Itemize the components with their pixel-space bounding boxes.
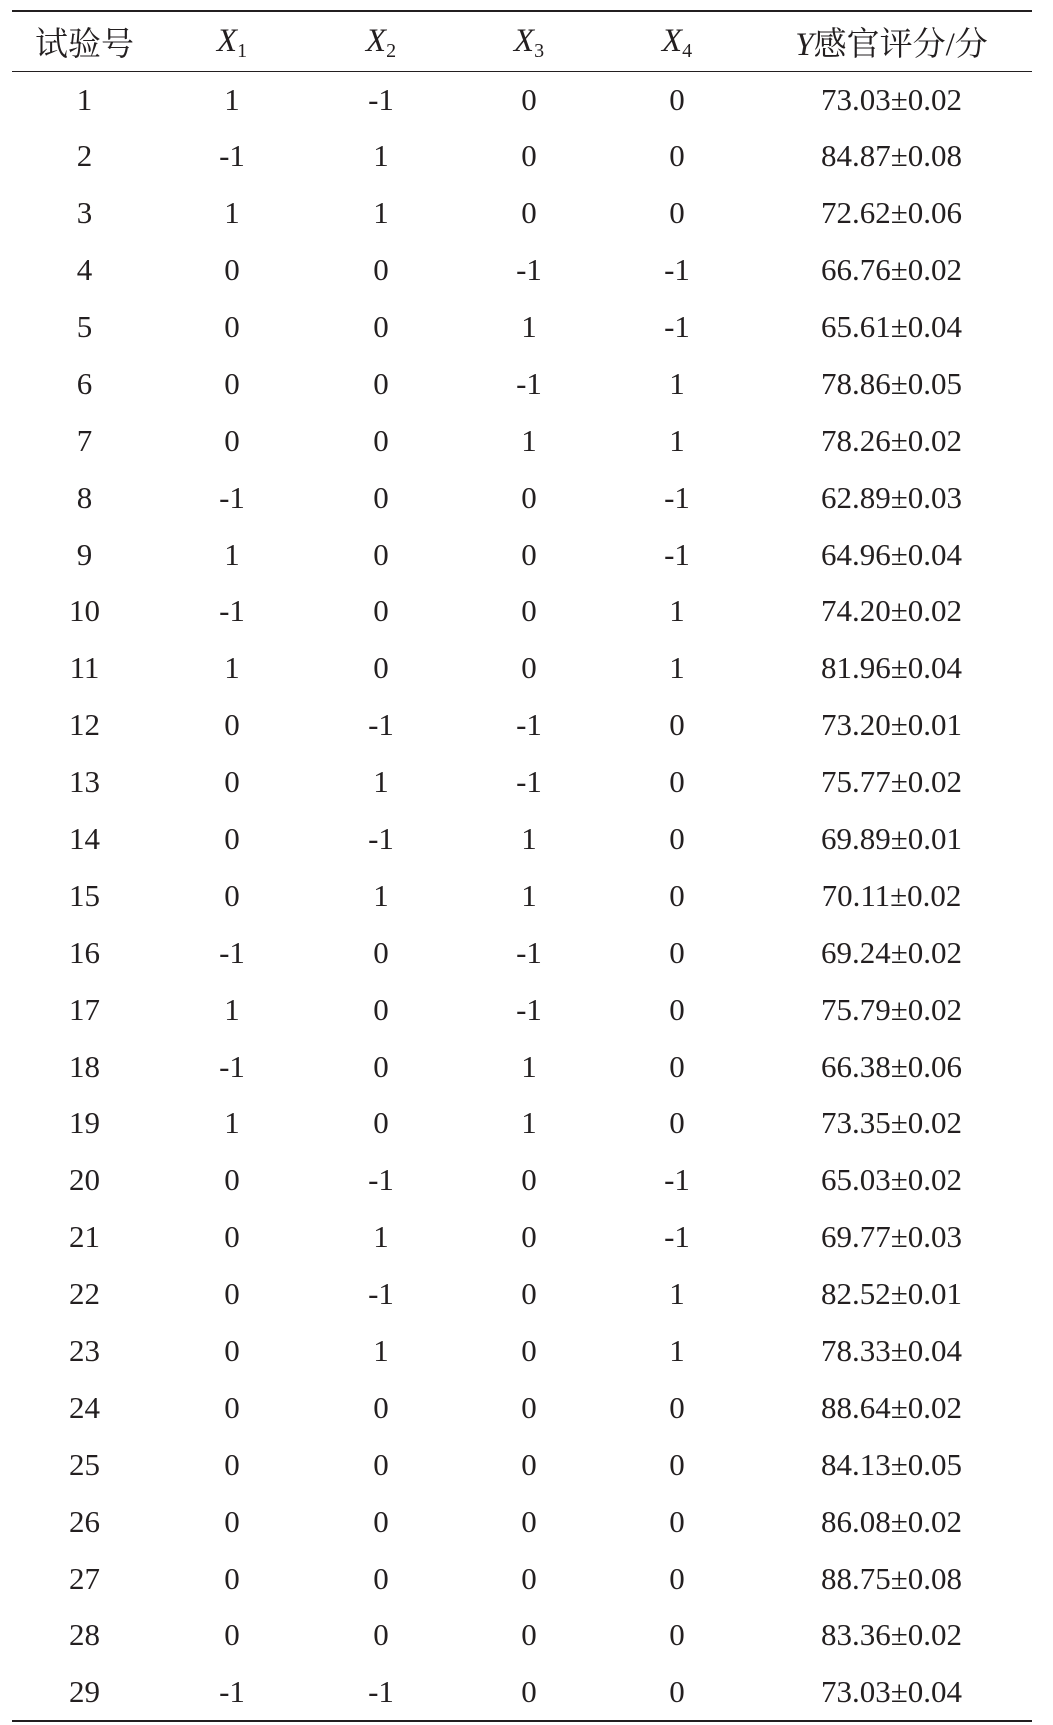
cell-trial-number: 29 bbox=[12, 1664, 157, 1721]
cell-x3: 0 bbox=[521, 138, 537, 174]
cell-sensory-score: 81.96±0.04 bbox=[820, 650, 962, 686]
cell-x1: 1 bbox=[224, 536, 240, 572]
cell-sensory-score: 78.86±0.05 bbox=[820, 365, 962, 401]
cell-x1: -1 bbox=[219, 1048, 245, 1084]
cell-x4: 0 bbox=[669, 877, 685, 913]
cell-trial-number: 27 bbox=[69, 1560, 100, 1596]
cell-x1: 0 bbox=[224, 821, 240, 857]
table-row bbox=[12, 1607, 1032, 1664]
cell-x3: 1 bbox=[521, 1048, 537, 1084]
table-row bbox=[12, 1152, 1032, 1209]
cell-x1: 0 bbox=[224, 1560, 240, 1596]
cell-trial-number: 28 bbox=[69, 1617, 100, 1653]
cell-x3: 0 bbox=[521, 650, 537, 686]
cell-x2: 0 bbox=[373, 1503, 389, 1539]
table-row bbox=[12, 185, 1032, 242]
table-row bbox=[12, 355, 1032, 412]
cell-x3: 0 bbox=[521, 1389, 537, 1425]
cell-sensory-score: 83.36±0.02 bbox=[820, 1617, 962, 1653]
cell-x1: 0 bbox=[224, 1276, 240, 1312]
cell-x4: -1 bbox=[664, 536, 690, 572]
cell-x3: 0 bbox=[521, 1617, 537, 1653]
cell-trial-number: 20 bbox=[69, 1162, 100, 1198]
header-x2 bbox=[307, 11, 455, 71]
header-sensory-score bbox=[751, 11, 1032, 71]
cell-x4: 0 bbox=[669, 991, 685, 1027]
cell-x3: 0 bbox=[521, 536, 537, 572]
cell-x2: 0 bbox=[373, 1446, 389, 1482]
cell-x2: -1 bbox=[307, 1664, 455, 1721]
cell-x4: 1 bbox=[669, 1333, 685, 1369]
header-x1-var: X bbox=[216, 22, 238, 59]
cell-x3: 1 bbox=[521, 422, 537, 458]
cell-trial-number: 1 bbox=[76, 81, 93, 117]
cell-x4: 0 bbox=[669, 138, 685, 174]
cell-x3: 0 bbox=[521, 593, 537, 629]
cell-x4: 0 bbox=[603, 1664, 751, 1721]
cell-sensory-score: 69.77±0.03 bbox=[820, 1219, 962, 1255]
cell-x2: 0 bbox=[373, 309, 389, 344]
table-row bbox=[12, 867, 1032, 924]
table-row bbox=[12, 924, 1032, 981]
cell-x1: -1 bbox=[219, 138, 245, 174]
cell-sensory-score: 75.77±0.02 bbox=[820, 764, 962, 800]
cell-x3: 0 bbox=[521, 1276, 537, 1312]
cell-trial-number: 11 bbox=[69, 650, 100, 686]
cell-x3: -1 bbox=[516, 934, 542, 970]
cell-sensory-score: 73.35±0.02 bbox=[820, 1105, 962, 1141]
cell-trial-number: 14 bbox=[69, 821, 100, 857]
table-row bbox=[12, 526, 1032, 583]
header-sensory-score-label: 感官评分/分 bbox=[813, 26, 988, 63]
cell-x4: 1 bbox=[669, 365, 685, 401]
cell-sensory-score: 69.24±0.02 bbox=[820, 934, 962, 970]
table-row bbox=[12, 1038, 1032, 1095]
cell-sensory-score: 73.20±0.01 bbox=[820, 707, 962, 743]
cell-x3: 0 bbox=[521, 1333, 537, 1369]
cell-trial-number: 23 bbox=[69, 1333, 100, 1369]
cell-x2: 0 bbox=[373, 1560, 389, 1596]
cell-x1: 0 bbox=[224, 1333, 240, 1369]
cell-sensory-score: 78.26±0.02 bbox=[820, 422, 962, 458]
cell-x4: 0 bbox=[669, 707, 685, 743]
cell-x1: 1 bbox=[224, 650, 240, 686]
table-body bbox=[12, 71, 1032, 1721]
cell-x1: 1 bbox=[224, 1105, 240, 1141]
cell-sensory-score: 73.03±0.04 bbox=[751, 1664, 1032, 1721]
cell-x4: 0 bbox=[669, 1389, 685, 1425]
table-row bbox=[12, 299, 1032, 356]
cell-x4: 1 bbox=[669, 650, 685, 686]
table-row bbox=[12, 1436, 1032, 1493]
cell-x1: 0 bbox=[224, 1219, 240, 1255]
cell-x2: 1 bbox=[373, 764, 389, 800]
cell-x2: 0 bbox=[373, 934, 389, 970]
cell-sensory-score: 78.33±0.04 bbox=[820, 1333, 962, 1369]
cell-sensory-score: 86.08±0.02 bbox=[820, 1503, 962, 1539]
cell-trial-number: 8 bbox=[76, 479, 93, 515]
cell-x3: 0 bbox=[521, 1162, 537, 1198]
cell-x2: 1 bbox=[373, 195, 389, 231]
cell-x3: 0 bbox=[521, 479, 537, 515]
cell-x3: 1 bbox=[521, 821, 537, 857]
cell-x3: -1 bbox=[516, 252, 542, 288]
cell-x2: 0 bbox=[373, 593, 389, 629]
cell-sensory-score: 66.76±0.02 bbox=[820, 252, 962, 288]
table-row bbox=[12, 469, 1032, 526]
cell-sensory-score: 66.38±0.06 bbox=[820, 1048, 962, 1084]
cell-trial-number: 25 bbox=[69, 1446, 100, 1482]
header-row bbox=[12, 11, 1032, 71]
cell-trial-number: 10 bbox=[69, 593, 100, 629]
cell-trial-number: 5 bbox=[76, 309, 93, 344]
cell-trial-number: 17 bbox=[69, 991, 100, 1027]
cell-trial-number: 12 bbox=[69, 707, 100, 743]
cell-sensory-score: 84.87±0.08 bbox=[820, 138, 962, 174]
cell-sensory-score: 70.11±0.02 bbox=[821, 877, 962, 913]
table-header bbox=[12, 11, 1032, 71]
cell-x4: 0 bbox=[669, 1503, 685, 1539]
cell-x2: -1 bbox=[368, 707, 394, 743]
cell-sensory-score: 74.20±0.02 bbox=[820, 593, 962, 629]
cell-sensory-score: 88.64±0.02 bbox=[820, 1389, 962, 1425]
cell-sensory-score: 84.13±0.05 bbox=[820, 1446, 962, 1482]
header-trial-number bbox=[12, 11, 157, 71]
cell-sensory-score: 64.96±0.04 bbox=[820, 536, 962, 572]
cell-x4: 0 bbox=[669, 934, 685, 970]
cell-x1: 0 bbox=[224, 309, 240, 344]
table-row bbox=[12, 697, 1032, 754]
cell-x3: 0 bbox=[521, 1503, 537, 1539]
cell-trial-number: 13 bbox=[69, 764, 100, 800]
cell-x1: -1 bbox=[157, 1664, 307, 1721]
cell-trial-number: 3 bbox=[76, 195, 93, 231]
header-x4-sub: 4 bbox=[682, 39, 693, 62]
cell-x4: 1 bbox=[669, 1276, 685, 1312]
table-row bbox=[12, 640, 1032, 697]
cell-x1: 1 bbox=[224, 195, 240, 231]
cell-x2: 0 bbox=[373, 1048, 389, 1084]
cell-trial-number: 26 bbox=[69, 1503, 100, 1539]
cell-x4: 0 bbox=[669, 764, 685, 800]
header-x4-var: X bbox=[661, 22, 683, 59]
cell-x2: -1 bbox=[368, 1276, 394, 1312]
header-x3-var: X bbox=[513, 22, 535, 59]
cell-x2: 1 bbox=[373, 1219, 389, 1255]
cell-x2: -1 bbox=[368, 81, 394, 117]
cell-x4: 0 bbox=[669, 1560, 685, 1596]
cell-trial-number: 4 bbox=[76, 252, 93, 288]
cell-trial-number: 15 bbox=[69, 877, 100, 913]
table-row bbox=[12, 1664, 1032, 1721]
table-row bbox=[12, 128, 1032, 185]
table-row bbox=[12, 811, 1032, 868]
cell-x2: -1 bbox=[368, 1162, 394, 1198]
cell-x3: 0 bbox=[521, 1446, 537, 1482]
cell-x4: 0 bbox=[669, 1048, 685, 1084]
cell-x2: 0 bbox=[373, 1105, 389, 1141]
cell-x1: -1 bbox=[219, 479, 245, 515]
cell-sensory-score: 69.89±0.01 bbox=[820, 821, 962, 857]
table-row bbox=[12, 412, 1032, 469]
cell-x3: 1 bbox=[521, 309, 537, 344]
table-row bbox=[12, 1550, 1032, 1607]
cell-trial-number: 19 bbox=[69, 1105, 100, 1141]
table-row bbox=[12, 71, 1032, 128]
table-row bbox=[12, 1266, 1032, 1323]
table-row bbox=[12, 1095, 1032, 1152]
cell-x2: 0 bbox=[373, 422, 389, 458]
cell-x1: 0 bbox=[224, 1162, 240, 1198]
cell-x1: 1 bbox=[224, 81, 240, 117]
cell-sensory-score: 65.03±0.02 bbox=[820, 1162, 962, 1198]
header-x3 bbox=[455, 11, 603, 71]
cell-x3: -1 bbox=[516, 365, 542, 401]
cell-x1: 0 bbox=[224, 707, 240, 743]
table-row bbox=[12, 583, 1032, 640]
cell-x4: -1 bbox=[664, 252, 690, 288]
cell-x2: 0 bbox=[373, 252, 389, 288]
cell-trial-number: 9 bbox=[76, 536, 93, 572]
table-row bbox=[12, 754, 1032, 811]
cell-x1: 0 bbox=[224, 764, 240, 800]
header-x1-sub: 1 bbox=[237, 39, 248, 62]
table-row bbox=[12, 1323, 1032, 1380]
cell-x4: -1 bbox=[664, 1219, 690, 1255]
header-x3-sub: 3 bbox=[534, 39, 545, 62]
table-row bbox=[12, 1379, 1032, 1436]
cell-x4: 0 bbox=[669, 1617, 685, 1653]
cell-x1: 0 bbox=[224, 877, 240, 913]
cell-x2: 0 bbox=[373, 1617, 389, 1653]
cell-x1: -1 bbox=[219, 934, 245, 970]
cell-x2: 0 bbox=[373, 365, 389, 401]
cell-x3: 1 bbox=[521, 877, 537, 913]
table-row bbox=[12, 242, 1032, 299]
cell-x3: -1 bbox=[516, 707, 542, 743]
cell-trial-number: 2 bbox=[76, 138, 93, 174]
cell-x3: 1 bbox=[521, 1105, 537, 1141]
header-sensory-score-var: Y bbox=[795, 26, 814, 63]
cell-x2: 0 bbox=[373, 1389, 389, 1425]
table-row bbox=[12, 981, 1032, 1038]
cell-x2: 0 bbox=[373, 991, 389, 1027]
cell-x4: 1 bbox=[669, 593, 685, 629]
cell-sensory-score: 65.61±0.04 bbox=[820, 309, 962, 344]
cell-x1: 0 bbox=[224, 1503, 240, 1539]
cell-sensory-score: 72.62±0.06 bbox=[820, 195, 962, 231]
cell-x3: 0 bbox=[521, 81, 537, 117]
cell-x3: 0 bbox=[521, 195, 537, 231]
header-x2-sub: 2 bbox=[386, 39, 397, 62]
cell-x2: 1 bbox=[373, 138, 389, 174]
cell-x4: 0 bbox=[669, 195, 685, 231]
cell-trial-number: 6 bbox=[76, 365, 93, 401]
cell-x4: 1 bbox=[669, 422, 685, 458]
cell-x2: 1 bbox=[373, 877, 389, 913]
cell-trial-number: 7 bbox=[76, 422, 93, 458]
cell-x2: 0 bbox=[373, 650, 389, 686]
table-row bbox=[12, 1493, 1032, 1550]
cell-trial-number: 24 bbox=[69, 1389, 100, 1425]
header-trial-number-label: 试验号 bbox=[35, 26, 134, 63]
cell-sensory-score: 82.52±0.01 bbox=[820, 1276, 962, 1312]
cell-x4: -1 bbox=[664, 1162, 690, 1198]
cell-x1: 0 bbox=[224, 1617, 240, 1653]
cell-x1: -1 bbox=[219, 593, 245, 629]
cell-x4: 0 bbox=[669, 1446, 685, 1482]
cell-x2: 0 bbox=[373, 479, 389, 515]
cell-x3: 0 bbox=[521, 1560, 537, 1596]
cell-x4: 0 bbox=[669, 821, 685, 857]
cell-x2: -1 bbox=[368, 821, 394, 857]
cell-x1: 0 bbox=[224, 1446, 240, 1482]
cell-x1: 1 bbox=[224, 991, 240, 1027]
cell-x4: -1 bbox=[664, 479, 690, 515]
cell-sensory-score: 73.03±0.02 bbox=[820, 81, 962, 117]
cell-x2: 1 bbox=[373, 1333, 389, 1369]
cell-x1: 0 bbox=[224, 1389, 240, 1425]
cell-x1: 0 bbox=[224, 365, 240, 401]
cell-x3: 0 bbox=[521, 1219, 537, 1255]
cell-x3: -1 bbox=[516, 764, 542, 800]
cell-x1: 0 bbox=[224, 422, 240, 458]
cell-x1: 0 bbox=[224, 252, 240, 288]
header-x4 bbox=[603, 11, 751, 71]
cell-trial-number: 16 bbox=[69, 934, 100, 970]
cell-trial-number: 21 bbox=[69, 1219, 100, 1255]
cell-sensory-score: 88.75±0.08 bbox=[820, 1560, 962, 1596]
cell-trial-number: 22 bbox=[69, 1276, 100, 1312]
header-x1 bbox=[157, 11, 307, 71]
cell-x3: -1 bbox=[516, 991, 542, 1027]
cell-sensory-score: 75.79±0.02 bbox=[820, 991, 962, 1027]
header-x2-var: X bbox=[365, 22, 387, 59]
cell-x2: 0 bbox=[373, 536, 389, 572]
results-table bbox=[12, 10, 1032, 1722]
cell-x4: -1 bbox=[664, 309, 690, 344]
cell-trial-number: 18 bbox=[69, 1048, 100, 1084]
cell-x4: 0 bbox=[669, 81, 685, 117]
cell-x4: 0 bbox=[669, 1105, 685, 1141]
table-row bbox=[12, 1209, 1032, 1266]
cell-sensory-score: 62.89±0.03 bbox=[820, 479, 962, 515]
cell-x3: 0 bbox=[455, 1664, 603, 1721]
